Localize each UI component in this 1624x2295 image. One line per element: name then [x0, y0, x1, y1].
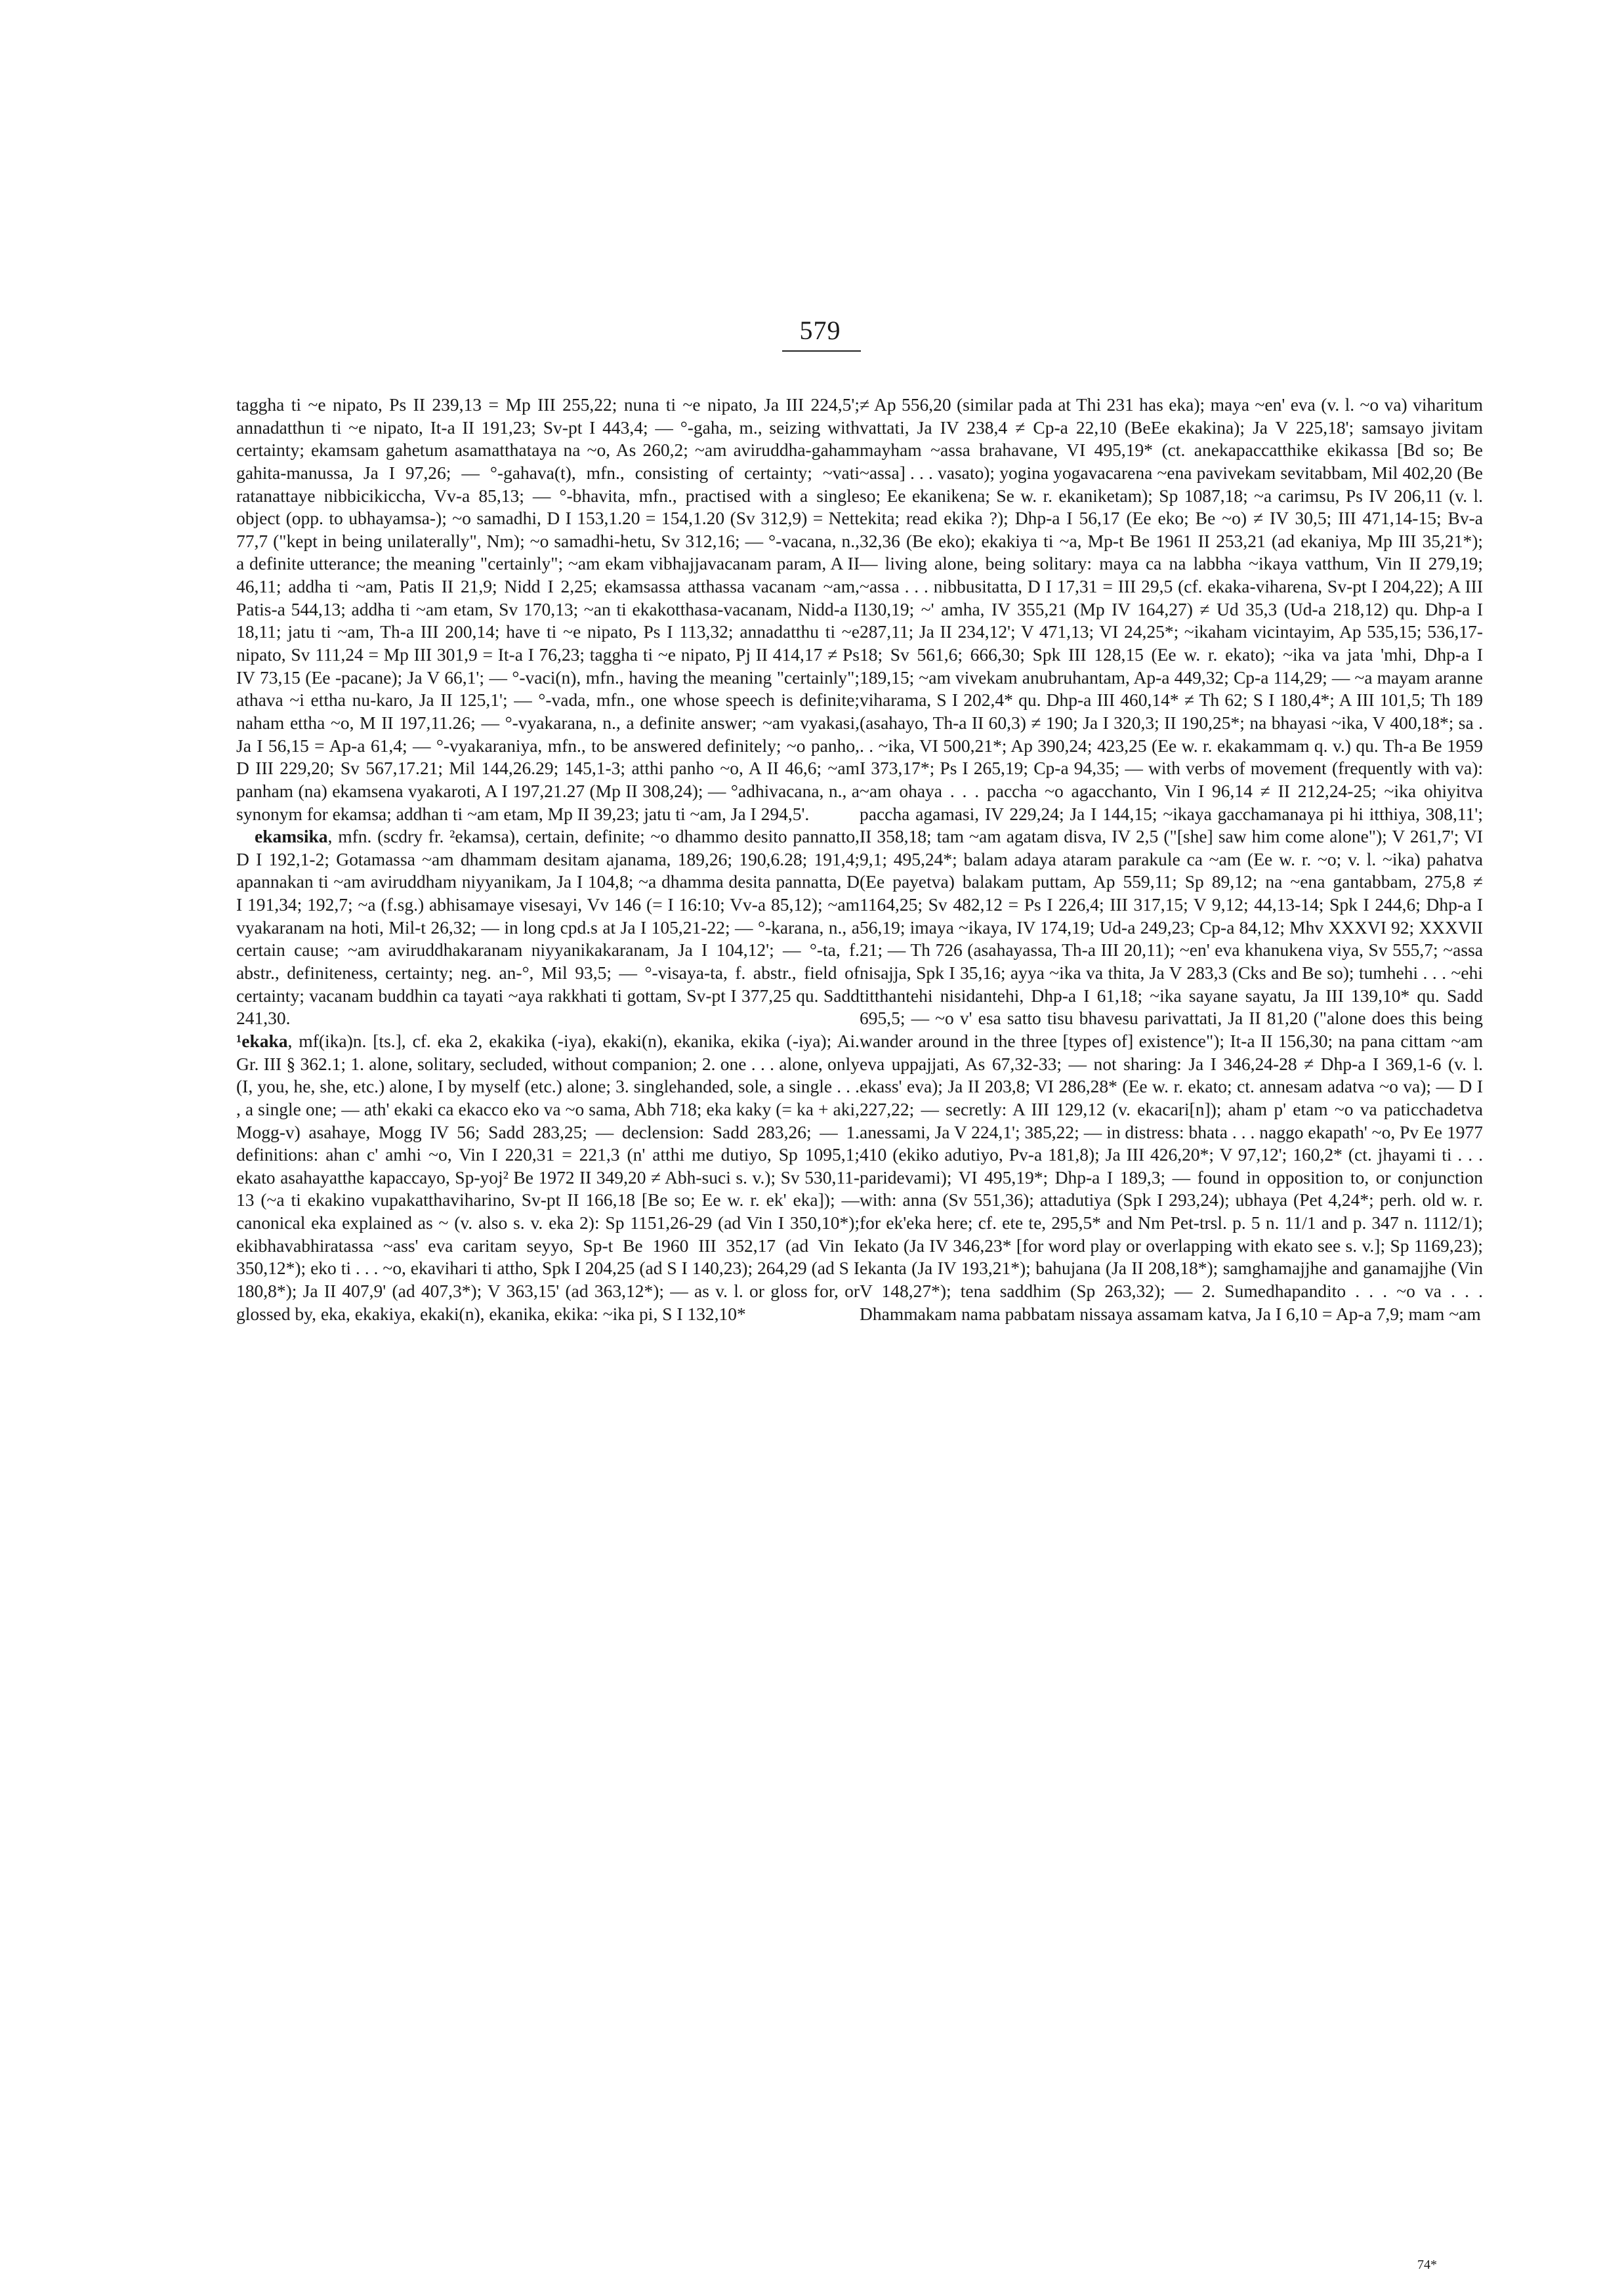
header-rule [782, 350, 861, 352]
headword-ekaka: ¹ekaka [236, 1030, 288, 1051]
entry-ekaka-body: , mf(ika)n. [ts.], cf. eka 2, ekakika (-iya), ekaki(n), ekanika, ekika (-iya); Ai. Gr. III § 362.1; 1. alone, solitary, secluded, without companion; 2. one . . . alone, only (I, you, he, she, etc.) alone, I by myself (etc.) alone; 3. singlehanded, sole, a single . . . , a single one; — ath' ekaki ca ekacco eko va ~o sama, Abh 718; eka kaky (= ka + aki, Mogg-v) asahaye, Mogg IV 56; Sadd 283,25; — declension: Sadd 283,26; — 1. definitions: ahan c' amhi ~o, Vin I 220,31 = 221,3 (n' atthi me dutiyo, Sp 1095,1; ekato asahayatthe kapaccayo, Sp-yoj² Be 1972 II 349,20 ≠ Abh-suci s. v.); Sv 530,11-13 (~a ti ekakino vupakatthaviharino, Sv-pt II 166,18 [Be so; Ee w. r. ek' eka]); — canonical eka explained as ~ (v. also s. v. eka 2): Sp 1151,26-29 (ad Vin I 350,10*); ekibhavabhiratassa ~ass' eva caritam seyyo, Sp-t Be 1960 III 352,17 (ad Vin I 350,12*); eko ti . . . ~o, ekavihari ti attho, Spk I 204,25 (ad S I 140,23); 264,29 (ad S I 180,8*); Ja II 407,9' (ad 407,3*); V 363,15' (ad 363,12*); — as v. l. or gloss for, or glossed by, eka, ekakiya, ekaki(n), ekanika, ekika: ~ika pi, S I 132,10* [236, 1030, 860, 1324]
left-column [236, 394, 860, 2224]
signature-mark: 74* [1417, 2258, 1437, 2272]
entry-ekaka [236, 1030, 860, 1325]
headword-ekamsika: ekamsika [255, 826, 328, 847]
entry-ekaka-continuation: ≠ Ap 556,20 (similar pada at Thi 231 has eka); maya ~en' eva (v. l. ~o va) viharitum vattati, Ja IV 238,4 ≠ Cp-a 22,10 (BeEe ekakina); Ja V 225,18'; samsayo jivitam mayham ~assa brahavane, VI 495,19* (ct. anekapaccatthike ekikassa [Bd so; Be ~assa] . . . vasato); yogina yogavacarena ~ena pavivekam sevitabbam, Mil 402,20 (Be so; Ee ekanikena; Se w. r. ekaniketam); Sp 1087,18; ~a carimsu, Ps IV 206,11 (v. l. ekita; read ekika ?); Dhp-a I 56,17 (Ee eko; Be ~o) ≠ IV 30,5; III 471,14-15; Bv-a 32,36 (Be eko); ekakiya ti ~a, Mp-t Be 1961 II 253,21 (ad ekaniya, Mp III 35,21*); — living alone, being solitary: maya ca na labbha ~ikaya vatthum, Vin II 279,19; ~assa . . . nibbusitatta, D I 17,31 = III 29,5 (cf. ekaka-viharena, Sv-pt I 204,22); A III 130,19; ~' amha, IV 355,21 (Mp IV 164,27) ≠ Ud 35,3 (Ud-a 218,12) qu. Dhp-a I 287,11; Ja II 234,12'; V 471,13; VI 24,25*; ~ikaham vicintayim, Ap 535,15; 536,17-18; Sv 561,6; 666,30; Spk III 128,15 (Ee w. r. ekato); ~ika va jata 'mhi, Dhp-a I 189,15; ~am vivekam anubruhantam, Ap-a 449,32; Cp-a 114,29; — ~a mayam aranne viharama, S I 202,4* qu. Dhp-a III 460,14* ≠ Th 62; S I 180,4*; A III 101,5; Th 189 (asahayo, Th-a II 60,3) ≠ 190; Ja I 320,3; II 190,25*; na bhayasi ~ika, V 400,18*; sa . . . ~ika, VI 500,21*; Ap 390,24; 423,25 (Ee w. r. ekakammam q. v.) qu. Th-a Be 1959 I 373,17*; Ps I 265,19; Cp-a 94,35; — with verbs of movement (frequently with va): ~am ohaya . . . paccha ~o agacchanto, Vin I 96,14 ≠ II 212,24-25; ~ika ohiyitva paccha agamasi, IV 229,24; Ja I 144,15; ~ikaya gacchamanaya pi hi itthiya, 308,11'; II 358,18; tam ~am agatam disva, IV 2,5 ("[she] saw him come alone"); V 261,7'; VI 9,1; 495,24*; balam adaya ataram parakule ca ~am (Ee w. r. ~o; v. l. ~ika) pahatva (Ee payetva) balakam puttam, Ap 559,11; Sp 89,12; na ~ena gantabbam, 275,8 ≠ 1164,25; Sv 482,12 = Ps I 226,4; III 317,15; V 9,12; 44,13-14; Spk I 244,6; Dhp-a I 56,19; imaya ~ikaya, IV 174,19; Ud-a 249,23; Cp-a 84,12; Mhv XXXVI 92; XXXVII 21; — Th 726 (asahayassa, Th-a III 20,11); ~en' eva khanukena viya, Sv 555,7; ~assa nisajja, Spk I 35,16; ayya ~ika va thita, Ja V 283,3 (Cks and Be so); tumhehi . . . ~ehi titthantehi nisidantehi, Dhp-a I 61,18; ~ika sayane sayatu, Ja III 139,10* qu. Sadd 695,5; — ~o v' esa satto tisu bhavesu parivattati, Ja II 81,20 ("alone does this being wander around in the three [types of] existence"); It-a II 156,30; na pana cittam ~am eva uppajjati, As 67,32-33; — not sharing: Ja I 346,24-28 ≠ Dhp-a I 369,1-6 (v. l. ekass' eva); Ja II 203,8; VI 286,28* (Ee w. r. ekato; ct. annesam adatva ~o va); — D I 227,22; — secretly: A III 129,12 (v. ekacari[n]); aham p' etam ~o va paticchadetva anessami, Ja V 224,1'; 385,22; — in distress: bhata . . . naggo ekapath' ~o, Pv Ee 1977 410 (ekiko adutiyo, Pv-a 181,8); Ja III 426,20*; V 97,12'; 160,2* (ct. jhayami ti . . . paridevami); VI 495,19*; Dhp-a I 189,3; — found in opposition to, or conjunction with: anna (Sv 551,36); attadutiya (Spk I 293,24); ubhaya (Pet 4,24*; perh. old w. r. for ek'eka here; cf. ete te, 295,5* and Nm Pet-trsl. p. 5 n. 11/1 and p. 347 n. 1112/1); ekato (Ja IV 346,23* [for word play or overlapping with ekato see s. v.]; Sp 1169,23); ekanta (Ja IV 193,21*); bahujana (Ja II 208,18*); samghamajjhe and ganamajjhe (Vin V 148,27*); tena saddhim (Sp 263,32); — 2. Sumedhapandito . . . ~o va . . . Dhammakam nama pabbatam nissaya assamam katva, Ja I 6,10 = Ap-a 7,9; mam ~am [860, 394, 1483, 1324]
entry-ekamsika [236, 825, 860, 1030]
entry-ekamsa-continuation: taggha ti ~e nipato, Ps II 239,13 = Mp III 255,22; nuna ti ~e nipato, Ja III 224,5'; annadatthun ti ~e nipato, It-a II 191,23; Sv-pt I 443,4; — °-gaha, m., seizing with certainty; ekamsam gahetum asamatthataya na ~o, As 260,2; ~am aviruddha-gaham gahita-manussa, Ja I 97,26; — °-gahava(t), mfn., consisting of certainty; ~vati ratanattaye nibbicikiccha, Vv-a 85,13; — °-bhavita, mfn., practised with a single object (opp. to ubhayamsa-); ~o samadhi, D I 153,1.20 = 154,1.20 (Sv 312,9) = Nett 77,7 ("kept in being unilaterally", Nm); ~o samadhi-hetu, Sv 312,16; — °-vacana, n., a definite utterance; the meaning "certainly"; ~am ekam vibhajjavacanam param, A II 46,11; addha ti ~am, Patis II 21,9; Nidd I 2,25; ekamsassa atthassa vacanam ~am, Patis-a 544,13; addha ti ~am etam, Sv 170,13; ~an ti ekakotthasa-vacanam, Nidd-a I 18,11; jatu ti ~am, Th-a III 200,14; have ti ~e nipato, Ps I 113,32; annadatthu ti ~e nipato, Sv 111,24 = Mp III 301,9 = It-a I 76,23; taggha ti ~e nipato, Pj II 414,17 ≠ Ps IV 73,15 (Ee -pacane); Ja V 66,1'; — °-vaci(n), mfn., having the meaning "certainly"; athava ~i ettha nu-karo, Ja II 125,1'; — °-vada, mfn., one whose speech is definite; naham ettha ~o, M II 197,11.26; — °-vyakarana, n., a definite answer; ~am vyakasi, Ja I 56,15 = Ap-a 61,4; — °-vyakaraniya, mfn., to be answered definitely; ~o panho, D III 229,20; Sv 567,17.21; Mil 144,26.29; 145,1-3; atthi panho ~o, A II 46,6; ~am panham (na) ekamsena vyakaroti, A I 197,21.27 (Mp II 308,24); — °adhivacana, n., a synonym for ekamsa; addhan ti ~am etam, Mp II 39,23; jatu ti ~am, Ja I 294,5'. [236, 394, 860, 824]
page-number: 579 [799, 316, 841, 345]
right-column [860, 394, 1483, 2224]
entry-ekamsika-body: , mfn. (scdry fr. ²ekamsa), certain, definite; ~o dhammo desito pannatto, D I 192,1-2; Gotamassa ~am dhammam desitam ajanama, 189,26; 190,6.28; 191,4; apannakan ti ~am aviruddham niyyanikam, Ja I 104,8; ~a dhamma desita pannatta, D I 191,34; 192,7; ~a (f.sg.) abhisamaye visesayi, Vv 146 (= I 16:10; Vv-a 85,12); ~am vyakaranam na hoti, Mil-t 26,32; — in long cpd.s at Ja I 105,21-22; — °-karana, n., a certain cause; ~am aviruddhakaranam niyyanikakaranam, Ja I 104,12'; — °-ta, f. abstr., definiteness, certainty; neg. an-°, Mil 93,5; — °-visaya-ta, f. abstr., field of certainty; vacanam buddhin ca tayati ~aya rakkhati ti gottam, Sv-pt I 377,25 qu. Sadd 241,30. [236, 826, 860, 1029]
